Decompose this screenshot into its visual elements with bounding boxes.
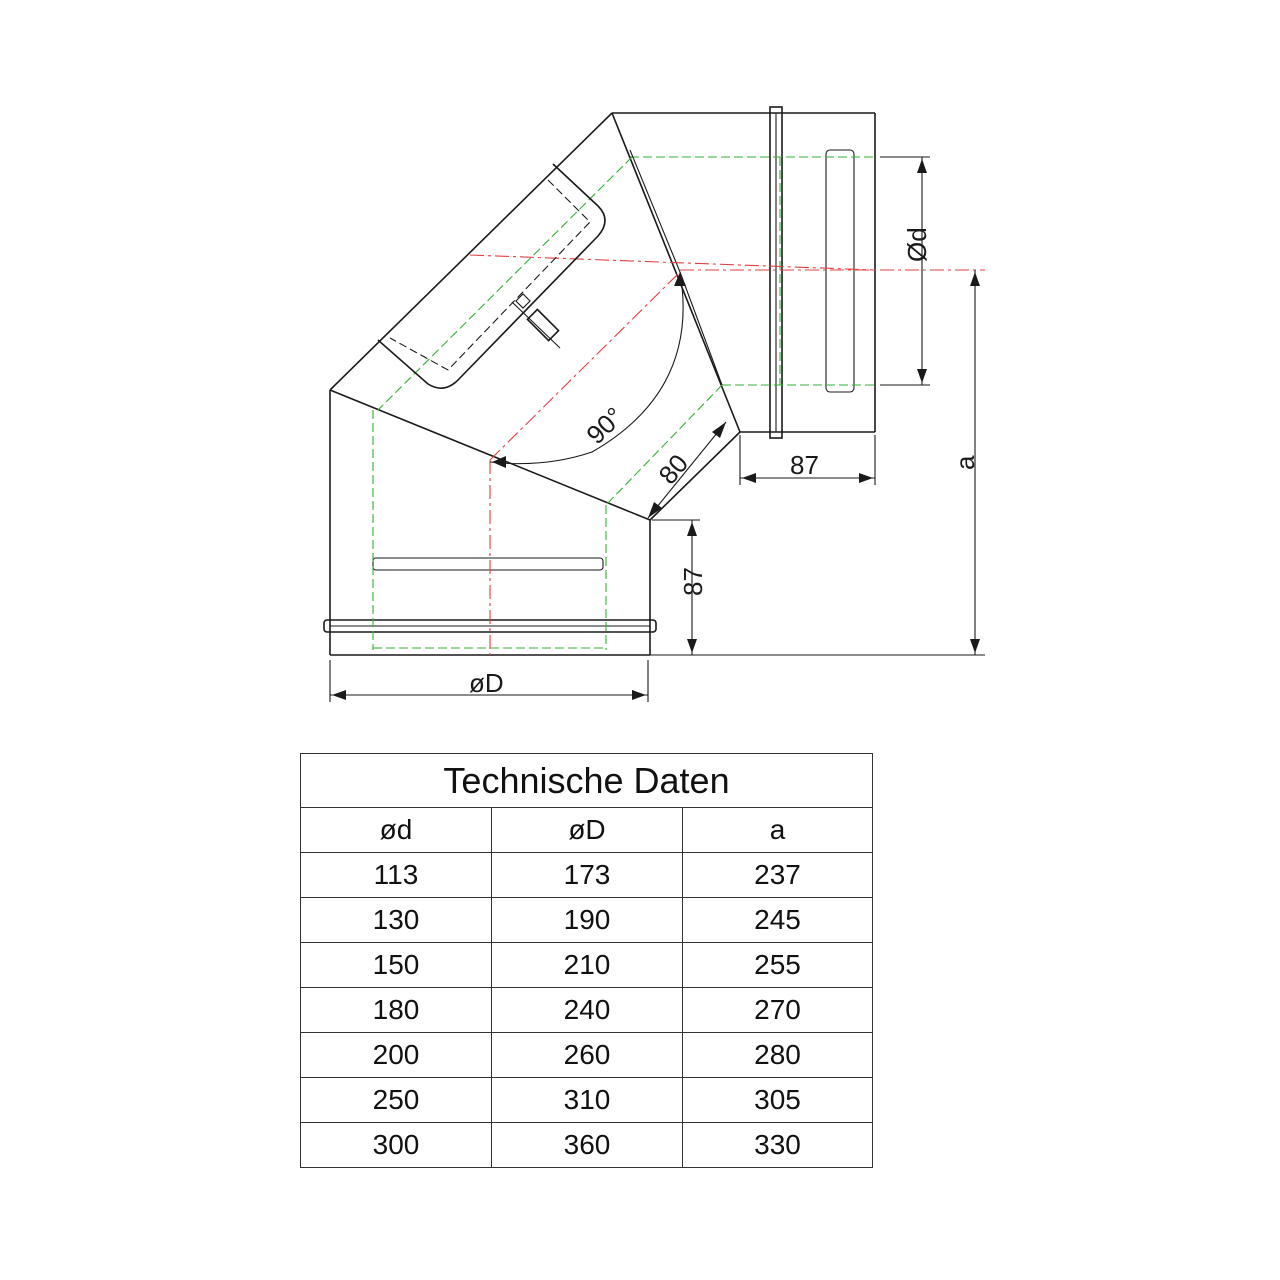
cell-large-diameter: 310 (492, 1078, 683, 1123)
length-80-label: 80 (652, 448, 695, 490)
cell-height: 305 (683, 1078, 873, 1123)
cell-large-diameter: 260 (492, 1033, 683, 1078)
table-row (301, 988, 873, 1033)
cell-large-diameter: 190 (492, 898, 683, 943)
table-row (301, 1123, 873, 1168)
table-title: Technische Daten (301, 754, 873, 808)
cell-height: 255 (683, 943, 873, 988)
cell-small-diameter: 300 (301, 1123, 492, 1168)
cell-small-diameter: 200 (301, 1033, 492, 1078)
cell-small-diameter: 180 (301, 988, 492, 1033)
technical-data-table (300, 753, 873, 1168)
column-header-large-diameter: øD (492, 808, 683, 853)
bottom-87-label: 87 (678, 567, 708, 596)
cell-small-diameter: 250 (301, 1078, 492, 1123)
cell-small-diameter: 150 (301, 943, 492, 988)
angle-annotation (490, 272, 686, 468)
cell-large-diameter: 240 (492, 988, 683, 1033)
table-row (301, 1078, 873, 1123)
column-header-height: a (683, 808, 873, 853)
angle-label: 90° (580, 401, 630, 450)
cell-height: 237 (683, 853, 873, 898)
cell-large-diameter: 210 (492, 943, 683, 988)
dimension-87-top (740, 435, 875, 485)
table-row (301, 943, 873, 988)
table-row (301, 898, 873, 943)
dimension-87-bottom (652, 520, 708, 655)
large-diameter-label: øD (469, 668, 504, 698)
cell-height: 270 (683, 988, 873, 1033)
top-87-label: 87 (790, 450, 819, 480)
column-header-small-diameter: ød (301, 808, 492, 853)
dimension-small-diameter (880, 157, 932, 385)
cell-height: 245 (683, 898, 873, 943)
dimension-80 (648, 422, 726, 518)
small-diameter-label: Ød (902, 227, 932, 262)
dimension-large-diameter (330, 660, 648, 702)
top-outlet-segment (612, 107, 875, 438)
height-label: a (950, 455, 980, 470)
cell-large-diameter: 360 (492, 1123, 683, 1168)
cell-small-diameter: 130 (301, 898, 492, 943)
cell-large-diameter: 173 (492, 853, 683, 898)
cell-height: 330 (683, 1123, 873, 1168)
table-row (301, 1033, 873, 1078)
table-row (301, 853, 873, 898)
table-header-row (301, 808, 873, 853)
cell-height: 280 (683, 1033, 873, 1078)
inspection-cover (378, 164, 605, 388)
cell-small-diameter: 113 (301, 853, 492, 898)
